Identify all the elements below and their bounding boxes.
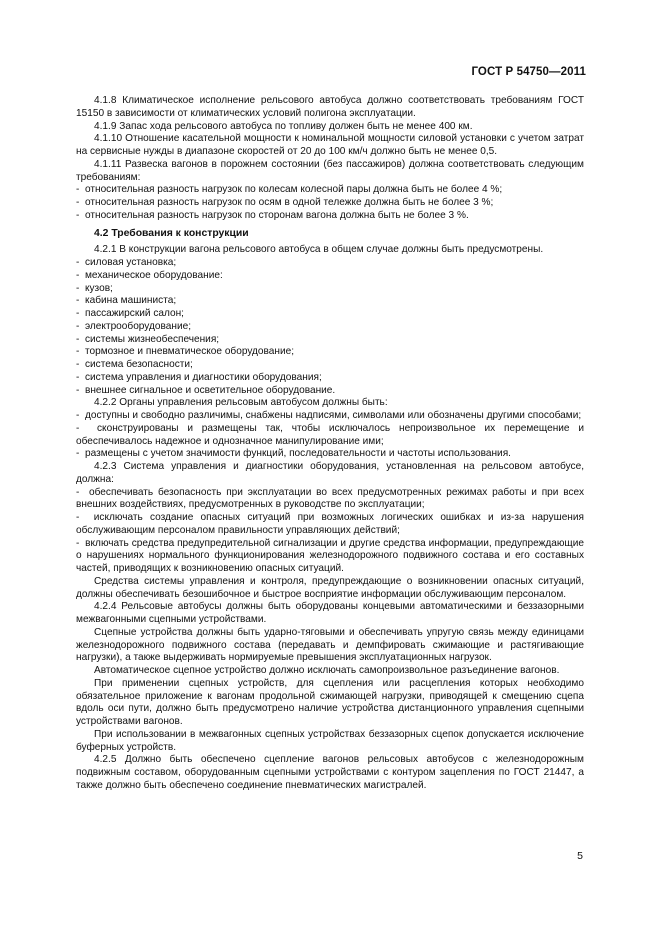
list-item: - относительная разность нагрузок по колесам колесной пары должна быть не более 4 %;	[76, 184, 584, 197]
clause-4-1-9: 4.1.9 Запас хода рельсового автобуса по топливу должен быть не менее 400 км.	[94, 120, 473, 132]
paragraph: При использовании в межвагонных сцепных устройствах беззазорных сцепок допускается исключение буферных устройств.	[76, 728, 584, 753]
paragraph: Средства системы управления и контроля, предупреждающие о возникновении опасных ситуаций, должны обеспечивать безошибочное и быстрое восприятие информации обслуживающим персоналом.	[76, 575, 584, 600]
list-item: - системы жизнеобеспечения;	[76, 334, 584, 347]
document-body	[76, 95, 584, 793]
clause-4-2-3: 4.2.3 Система управления и диагностики оборудования, установленная на рельсовом автобусе, должна:	[76, 461, 584, 485]
list-item: - кузов;	[76, 283, 584, 296]
paragraph: Автоматическое сцепное устройство должно исключать самопроизвольное разъединение вагонов.	[94, 665, 560, 676]
list-item: - доступны и свободно различимы, снабжены надписями, символами или обозначены другими способами;	[76, 410, 584, 423]
list-item: - тормозное и пневматическое оборудование;	[76, 346, 584, 359]
clause-4-2-4: 4.2.4 Рельсовые автобусы должны быть оборудованы концевыми автоматическими и беззазорными межвагонными сцепными устройствами.	[76, 601, 584, 625]
list-item: - размещены с учетом значимости функций, последовательности и частоты использования.	[76, 448, 584, 461]
list-item: - механическое оборудование:	[76, 270, 584, 283]
list-item: - электрооборудование;	[76, 321, 584, 334]
paragraph: При применении сцепных устройств, для сцепления или расцепления которых необходимо обязательное приложение к вагонам продольной сжимающей нагрузки, приводящей к смещению сцепа вдоль оси пути, должно быть предусмотрено наличие устройства дистанционного управления сцепными устройствами вагонов.	[76, 677, 584, 727]
list-item: - внешнее сигнальное и осветительное оборудование.	[76, 385, 584, 398]
clause-4-1-10: 4.1.10 Отношение касательной мощности к номинальной мощности силовой установки с учетом затрат на сервисные нужды в диапазоне скоростей от 20 до 100 км/ч должно быть не менее 0,5.	[76, 133, 584, 157]
list-item: - включать средства предупредительной сигнализации и другие средства информации, предупреждающие о нарушениях нормального функционирования железнодорожного подвижного состава и его составных частей, приводящих к возникновению опасных ситуаций.	[76, 538, 584, 576]
list-item: - силовая установка;	[76, 257, 584, 270]
page-number: 5	[577, 850, 583, 862]
list-item: - система управления и диагностики оборудования;	[76, 372, 584, 385]
list-item: - сконструированы и размещены так, чтобы исключалось непроизвольное их перемещение и обеспечивалось надежное и однозначное манипулирование ими;	[76, 423, 584, 449]
list-item: - обеспечивать безопасность при эксплуатации во всех предусмотренных режимах работы и при всех внешних воздействиях, предусмотренных в руководстве по эксплуатации;	[76, 487, 584, 513]
list-item: - кабина машиниста;	[76, 295, 584, 308]
list-item: - пассажирский салон;	[76, 308, 584, 321]
clause-4-1-8: 4.1.8 Климатическое исполнение рельсового автобуса должно соответствовать требованиям ГОСТ 15150 в зависимости от климатических условий полигона эксплуатации.	[76, 95, 584, 119]
list-item: - система безопасности;	[76, 359, 584, 372]
list-item: - относительная разность нагрузок по осям в одной тележке должна быть не более 3 %;	[76, 197, 584, 210]
clause-4-2-1: 4.2.1 В конструкции вагона рельсового автобуса в общем случае должны быть предусмотрены.	[94, 244, 544, 256]
list-item: - относительная разность нагрузок по сторонам вагона должна быть не более 3 %.	[76, 210, 584, 223]
paragraph: Сцепные устройства должны быть ударно-тяговыми и обеспечивать упругую связь между единицами железнодорожного подвижного состава (передавать и демпфировать сжимающие и растягивающие нагрузки), а также выдерживать нормируемые превышения эксплуатационных нагрузок.	[76, 626, 584, 664]
clause-4-1-11: 4.1.11 Развеска вагонов в порожнем состоянии (без пассажиров) должна соответствовать следующим требованиям:	[76, 158, 584, 183]
list-item: - исключать создание опасных ситуаций при возможных логических ошибках и из-за нарушения обслуживающим персоналом правильности управляющих действий;	[76, 512, 584, 538]
clause-4-2-2: 4.2.2 Органы управления рельсовым автобусом должны быть:	[94, 397, 388, 409]
clause-4-2-5: 4.2.5 Должно быть обеспечено сцепление вагонов рельсовых автобусов с железнодорожным подвижным составом, оборудованным сцепными устройствами с контуром зацепления по ГОСТ 21447, а также должно быть обеспечено соединение пневматических магистралей.	[76, 754, 584, 791]
section-heading-4-2: 4.2 Требования к конструкции	[94, 227, 249, 239]
standard-header: ГОСТ Р 54750—2011	[471, 66, 586, 78]
